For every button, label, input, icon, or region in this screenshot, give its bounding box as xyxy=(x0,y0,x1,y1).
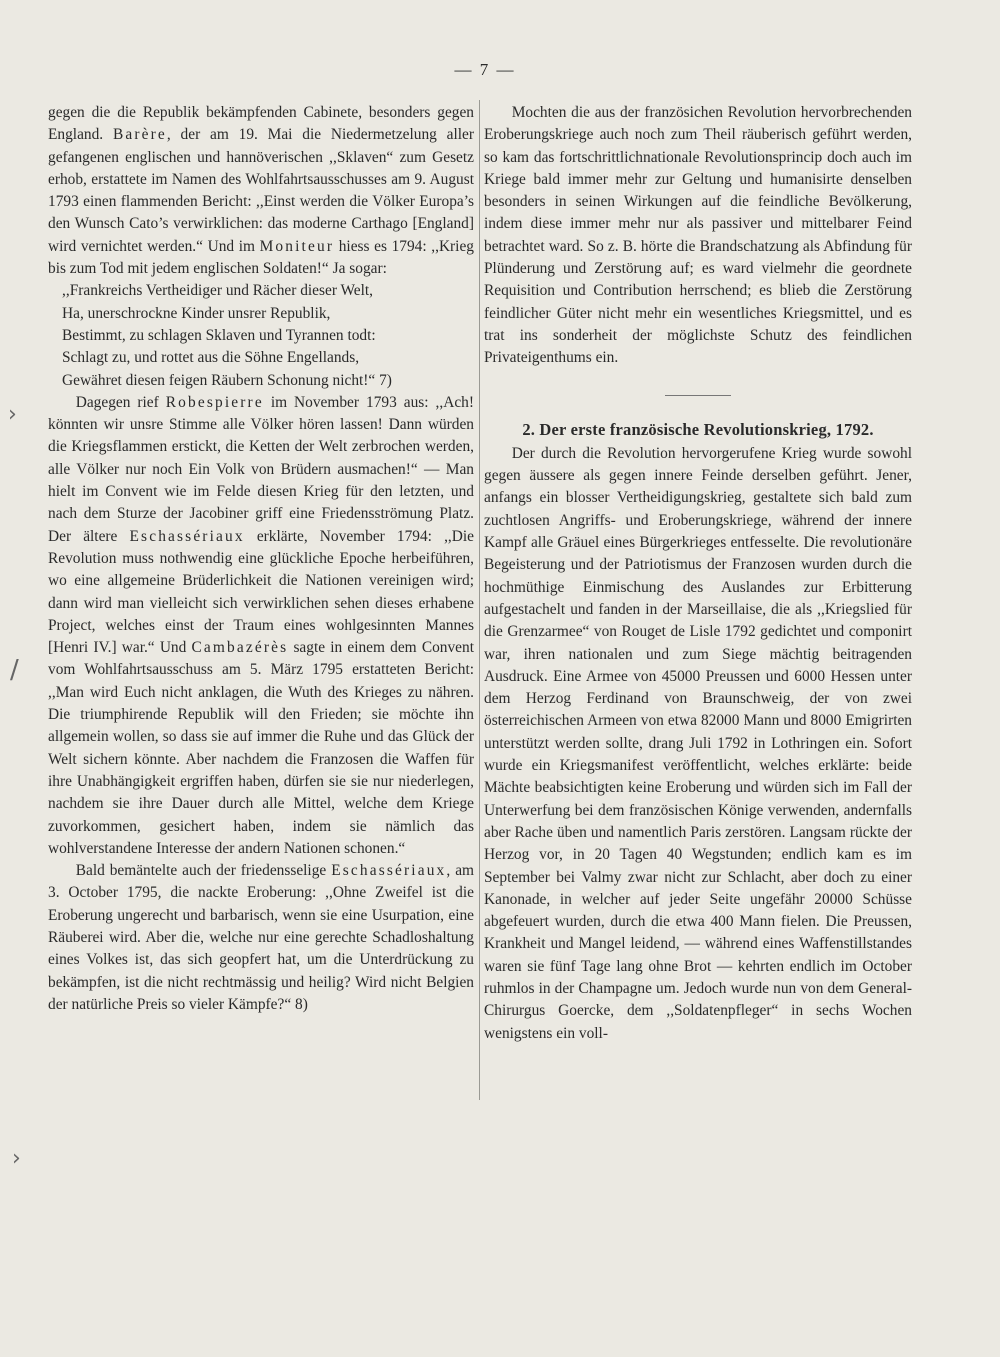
text-run: gegen die die Republik bekämpfenden Cabinete, besonders gegen England. xyxy=(48,104,474,144)
spaced-name: Eschassériaux xyxy=(129,527,245,545)
paragraph xyxy=(48,102,474,280)
margin-mark: › xyxy=(8,402,17,427)
paragraph xyxy=(48,860,474,1016)
column-divider xyxy=(479,100,480,1100)
verse-line: Bestimmt, zu schlagen Sklaven und Tyrannen todt: xyxy=(62,326,376,344)
paragraph xyxy=(484,443,912,1045)
spaced-name: Robespierre xyxy=(165,393,264,411)
verse-line: Schlagt zu, und rottet aus die Söhne Engellands, xyxy=(62,349,360,367)
text-run: Mochten die aus der französichen Revolution hervorbrechenden Eroberungskriege auch noch zum Theil räuberisch geführt werden, so kam das fortschrittlichnationale Revolutionsprincip doch auch im Kriege bald immer mehr zur Geltung und humanisirte denselben besonders in seinen Wirkungen auf die feindliche Bevölkerung, indem diese immer mehr nur als passiver und mittelbarer Feind betrachtet ward. So z. B. hörte die Brandschatzung als Abfindung für Plünderung und Zerstörung auf; es ward vielmehr die geordnete Requisition und Contribution herrschend; es blieb die Zerstörung feindlicher Güter nicht mehr ein wesentliches Kriegsmittel, und es trat ins sonderheit der möglichste Schutz des feindlichen Privateigenthums ein. xyxy=(484,104,912,367)
text-run: Dagegen rief xyxy=(75,393,166,411)
spaced-name: Eschassériaux xyxy=(331,862,447,880)
section-separator xyxy=(665,395,731,396)
verse-line: ,,Frankreichs Vertheidiger und Rächer dieser Welt, xyxy=(62,282,374,300)
paragraph xyxy=(484,102,912,370)
spaced-name: Moniteur xyxy=(259,237,335,255)
text-run: hiess es 1794: ,,Krieg bis zum Tod mit jedem englischen Soldaten!“ Ja sogar: xyxy=(48,237,474,278)
text-run: Der durch die Revolution hervorgerufene Krieg wurde sowohl gegen äussere als gegen innere Feinde derselben geführt. Jener, anfangs ein blosser Vertheidigungskrieg, gestaltete sich bald zum zuchtlosen Angriffs- und Eroberungskriege, während der innere Kampf alle Gräuel eines Bürgerkrieges entfesselte. Die revolutionäre Begeisterung und der Patriotismus der Franzosen wurden durch die hochmüthige Einmischung des Auslandes zur Erbitterung aufgestachelt und fanden in der Marseillaise, die als ,,Kriegslied für die Grenzarmee“ von Rouget de Lisle 1792 gedichtet und componirt war, ihren nationalen und zum Siege mächtig beitragenden Ausdruck. Eine Armee von 45000 Preussen und 6000 Hessen unter dem Herzog Ferdinand von Braunschweig, der von zwei österreichischen Armeen von etwa 82000 Mann und 8000 Emigrirten unterstützt werden sollte, drang Juli 1792 in Lothringen ein. Sofort wurde ein Kriegsmanifest veröffentlicht, welches erklärte: beide Mächte beabsichtigten keine Eroberung und würden sich im Fall der Unterwerfung bei dem französischen Könige verwenden, andernfalls aber Rache üben und namentlich Paris zerstören. Langsam rückte der Herzog vor, in 20 Tagen 40 Wegstunden; endlich kam es im September bei Valmy zwar nicht zur Schlacht, aber doch zu einer Kanonade, in welcher auf jeder Seite ungefähr 20000 Schüsse abgefeuert wurden, durch die etwa 400 Mann fielen. Die Preussen, Krankheit und Mangel leidend, — während eines Waffenstillstandes waren sie fünf Tage lang ohne Brot — kehrten endlich im October ruhmlos in der Champagne um. Jedoch wurde nun von dem General-Chirurgus Goercke, dem ,,Soldatenpfleger“ in sechs Wochen wenigstens ein voll- xyxy=(484,444,912,1042)
spaced-name: Cambazérès xyxy=(191,639,289,657)
text-run: Bald bemäntelte auch der friedensselige xyxy=(75,862,332,880)
verse-line: Gewähret diesen feigen Räubern Schonung nicht!“ 7) xyxy=(62,371,392,389)
text-run: im November 1793 aus: ,,Ach! könnten wir unsre Stimme alle Völker hören lassen! Dann würden die Kriegsflammen erstickt, die Ketten der Welt zerbrochen werden, alle Völker nur noch Ein Volk von Brüdern ausmachen!“ — Man hielt im Convent wie im Felde diesen Krieg für den letzten, und nach dem Sturze der Jacobiner griff eine Friedensströmung Platz. Der ältere xyxy=(48,393,474,545)
verse-line: Ha, unerschrockne Kinder unsrer Republik, xyxy=(62,304,331,322)
page-number: — 7 — xyxy=(454,60,516,79)
margin-mark: › xyxy=(12,1146,21,1171)
margin-mark: / xyxy=(10,655,19,685)
left-column xyxy=(48,102,474,1016)
paragraph xyxy=(48,392,474,860)
text-run: sagte in einem dem Convent vom Wohlfahrtsausschuss am 5. März 1795 erstatteten Bericht: ,,Man wird Euch nicht anklagen, die Wuth des Krieges zu nähren. Die triumphirende Republik will den Frieden; sie möchte ihn allgemein wollen, so dass sie auf immer die Ruhe und das Glück der Welt sichern könnte. Aber nachdem die Franzosen die Waffen für ihre Unabhängigkeit ergriffen haben, dürfen sie sie nur niederlegen, nachdem sie ihre Dauer durch alle Mittel, welche dem Kriege zuvorkommen, gesichert haben, indem sie nämlich das wohlverstandene Interesse der andern Nationen schonen.“ xyxy=(48,639,474,857)
spaced-name: Barère xyxy=(112,126,167,144)
section-heading: 2. Der erste französische Revolutionskrieg, 1792. xyxy=(522,419,874,439)
right-column xyxy=(484,102,912,1045)
text-run: , am 3. October 1795, die nackte Eroberung: ,,Ohne Zweifel ist die Eroberung ungerecht und barbarisch, wenn sie eine Usurpation, eine Räuberei wird. Aber die, welche nur eine gerechte Schadloshaltung eines Volkes ist, das sich geopfert hat, um die Unterdrückung zu bekämpfen, ist die nicht rechtmässig und heilig? Wird nicht Belgien der natürliche Preis so vieler Kämpfe?“ 8) xyxy=(48,862,474,1013)
text-run: erklärte, November 1794: ,,Die Revolution muss nothwendig eine glückliche Epoche herbeiführen, wo eine allgemeine Brüderlichkeit die Nationen vereinigen wird; dann wird man vielleicht sich verwirklichen sehen dieses erhabene Project, welches einst der Traum eines wohlgesinnten Mannes [Henri IV.] war.“ Und xyxy=(48,527,474,657)
verse-block xyxy=(48,280,474,391)
text-run: , der am 19. Mai die Niedermetzelung aller gefangenen englischen und hannöverischen ,,Sklaven“ zum Gesetz erhob, erstattete im Namen des Wohlfahrtsausschusses am 9. August 1793 einen flammenden Bericht: ,,Einst werden die Völker Europa’s den Wunsch Cato’s verwirklichen: das moderne Carthago [England] wird vernichtet werden.“ Und im xyxy=(48,126,474,255)
